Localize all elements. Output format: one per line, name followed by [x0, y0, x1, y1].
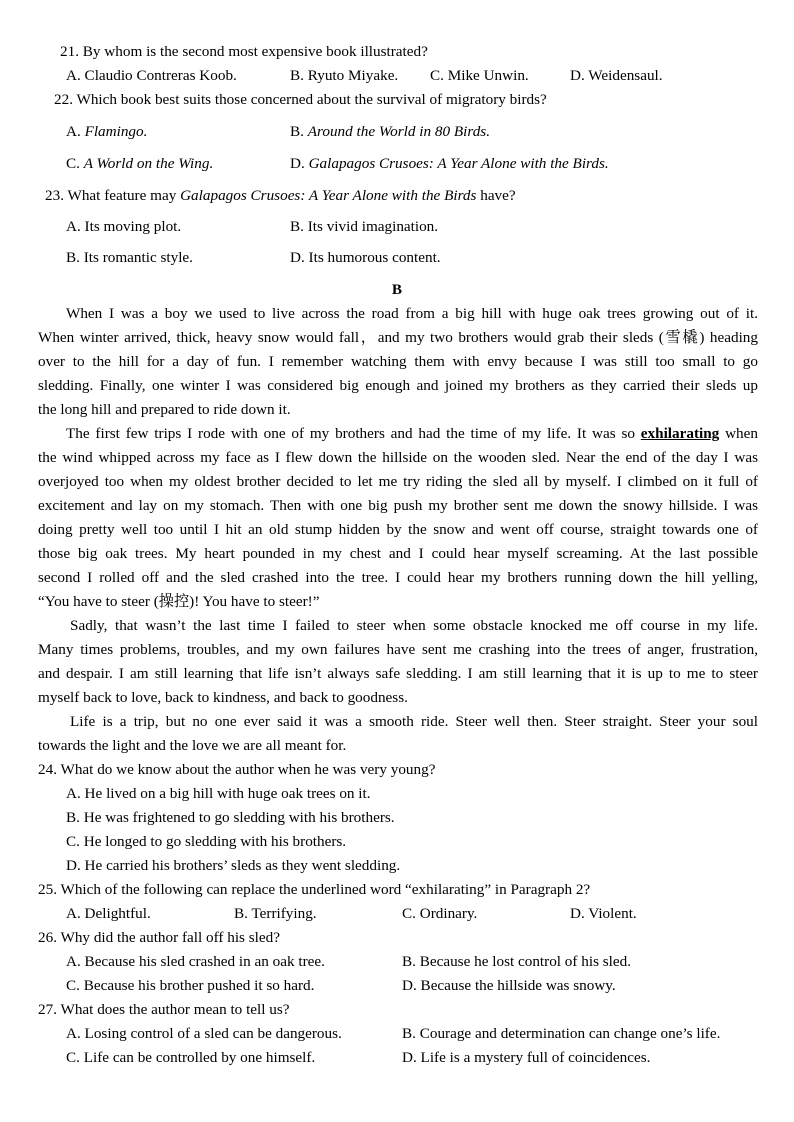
- q27-option-a: A. Losing control of a sled can be dangerous.: [66, 1025, 342, 1042]
- q25-option-d: D. Violent.: [570, 905, 637, 922]
- section-heading: B: [391, 281, 403, 298]
- q21-option-c: C. Mike Unwin.: [430, 67, 529, 84]
- q21-option-a: A. Claudio Contreras Koob.: [66, 67, 237, 84]
- q26-option-d: D. Because the hillside was snowy.: [402, 977, 616, 994]
- q23-option-a: A. Its moving plot.: [66, 218, 182, 235]
- q27-option-c: C. Life can be controlled by one himself.: [66, 1049, 316, 1066]
- q21-option-d: D. Weidensaul.: [570, 67, 663, 84]
- q24-stem: 24. What do we know about the author when he was very young?: [38, 761, 436, 778]
- passage-line: second I rolled off and the sled crashed into the tree. I could hear my brothers running down the hill yelling,: [38, 569, 758, 586]
- passage-line: and despair. I am still learning that life isn’t always safe sledding. I am still learning that it is up to me to steer: [38, 665, 758, 682]
- passage-line: The first few trips I rode with one of my brothers and had the time of my life. It was so exhilarating when: [66, 425, 758, 442]
- passage-line: those big oak trees. My heart pounded in my chest and I could hear myself screaming. At the last possible: [38, 545, 758, 562]
- q24-option-c: C. He longed to go sledding with his brothers.: [66, 833, 347, 850]
- passage-line: Life is a trip, but no one ever said it was a smooth ride. Steer well then. Steer straight. Steer your soul: [70, 713, 758, 730]
- q26-stem: 26. Why did the author fall off his sled?: [38, 929, 280, 946]
- q25-option-c: C. Ordinary.: [402, 905, 478, 922]
- passage-line: Sadly, that wasn’t the last time I failed to steer when some obstacle knocked me off course in my life.: [70, 617, 758, 634]
- q23-option-d: D. Its humorous content.: [290, 249, 441, 266]
- passage-line: Many times problems, troubles, and my own failures have sent me crashing into the trees of anger, frustration,: [38, 641, 758, 658]
- q27-option-d: D. Life is a mystery full of coincidences.: [402, 1049, 651, 1066]
- passage-line: the long hill and prepared to ride down it.: [38, 401, 291, 418]
- q25-option-b: B. Terrifying.: [234, 905, 317, 922]
- q22-option-d: D. Galapagos Crusoes: A Year Alone with the Birds.: [290, 155, 609, 172]
- q23-option-c: B. Its romantic style.: [66, 249, 193, 266]
- q27-option-b: B. Courage and determination can change one’s life.: [402, 1025, 721, 1042]
- passage-line: When I was a boy we used to live across the road from a big hill with huge oak trees growing out of it.: [66, 305, 758, 322]
- q24-option-b: B. He was frightened to go sledding with his brothers.: [66, 809, 395, 826]
- q21-stem: 21. By whom is the second most expensive book illustrated?: [60, 43, 428, 60]
- underlined-word: exhilarating: [640, 425, 720, 442]
- q22-option-a: A. Flamingo.: [66, 123, 148, 140]
- q26-option-a: A. Because his sled crashed in an oak tree.: [66, 953, 325, 970]
- passage-line: myself back to love, back to kindness, and back to goodness.: [38, 689, 408, 706]
- passage-line: doing pretty well too until I hit an old stump hidden by the snow and went off course, straight towards one of: [38, 521, 758, 538]
- passage-line: overjoyed too when my oldest brother decided to let me try riding the sled all by myself. I climbed on it full of: [38, 473, 758, 490]
- q26-option-b: B. Because he lost control of his sled.: [402, 953, 632, 970]
- q22-option-b: B. Around the World in 80 Birds.: [290, 123, 490, 140]
- q24-option-a: A. He lived on a big hill with huge oak trees on it.: [66, 785, 371, 802]
- q26-option-c: C. Because his brother pushed it so hard.: [66, 977, 315, 994]
- q24-option-d: D. He carried his brothers’ sleds as they went sledding.: [66, 857, 401, 874]
- q21-option-b: B. Ryuto Miyake.: [290, 67, 399, 84]
- passage-line: the wind whipped across my face as I flew down the hillside on the wooden sled. Near the end of the day I was: [38, 449, 758, 466]
- q25-stem: 25. Which of the following can replace the underlined word “exhilarating” in Paragraph 2?: [38, 881, 591, 898]
- passage-line: “You have to steer (操控)! You have to steer!”: [38, 593, 320, 610]
- passage-line: sledding. Finally, one winter I was considered big enough and joined my brothers as they carried their sleds up: [38, 377, 758, 394]
- passage-line: When winter arrived, thick, heavy snow would fall，and my two brothers would grab their sleds (雪橇) heading: [38, 329, 758, 346]
- q27-stem: 27. What does the author mean to tell us?: [38, 1001, 290, 1018]
- q22-option-c: C. A World on the Wing.: [66, 155, 214, 172]
- q23-stem: 23. What feature may Galapagos Crusoes: A Year Alone with the Birds have?: [45, 187, 516, 204]
- passage-line: over to the hill for a day of fun. I remember watching them with envy because I was still too small to go: [38, 353, 758, 370]
- passage-line: towards the light and the love we are all meant for.: [38, 737, 347, 754]
- q25-option-a: A. Delightful.: [66, 905, 151, 922]
- q22-stem: 22. Which book best suits those concerned about the survival of migratory birds?: [54, 91, 547, 108]
- passage-line: excitement and lay on my stomach. Then with one big push my brother sent me down the snowy hillside. I was: [38, 497, 758, 514]
- q23-option-b: B. Its vivid imagination.: [290, 218, 439, 235]
